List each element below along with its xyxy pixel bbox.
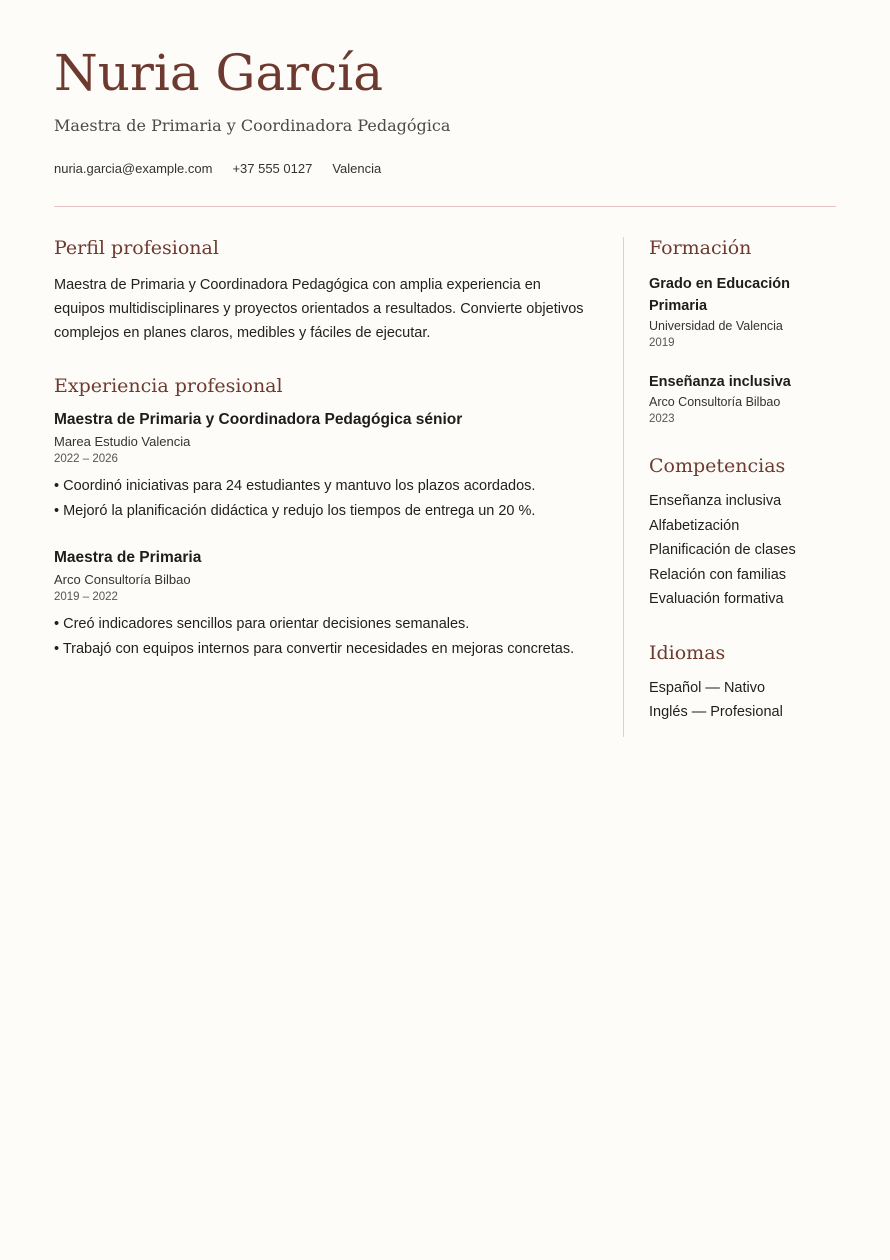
- education-year: 2023: [649, 413, 675, 425]
- job-company: Marea Estudio Valencia: [54, 434, 191, 449]
- language-item: Español — Nativo: [649, 679, 766, 696]
- skill-item: Relación con familias: [649, 566, 787, 583]
- candidate-name: Nuria García: [54, 44, 384, 102]
- job-dates: 2019 – 2022: [54, 591, 118, 603]
- contact-email[interactable]: nuria.garcia@example.com: [54, 161, 213, 176]
- languages-list: [649, 676, 849, 725]
- education-entry: [649, 371, 849, 425]
- candidate-headline: Maestra de Primaria y Coordinadora Pedagógica: [54, 116, 451, 135]
- skill-item: Evaluación formativa: [649, 591, 784, 607]
- skills-list: [649, 489, 849, 612]
- job-bullet: • Coordinó iniciativas para 24 estudiantes y mantuvo los plazos acordados.: [54, 478, 536, 494]
- job-bullets: [54, 612, 594, 661]
- job-entry: [54, 409, 594, 523]
- language-item: Inglés — Profesional: [649, 704, 783, 720]
- education-degree: Enseñanza inclusiva: [649, 374, 791, 390]
- contact-phone[interactable]: +37 555 0127: [232, 161, 313, 176]
- languages-section: [649, 642, 849, 725]
- job-dates: 2022 – 2026: [54, 453, 118, 465]
- job-title: Maestra de Primaria: [54, 549, 202, 566]
- job-bullet: • Mejoró la planificación didáctica y redujo los tiempos de entrega un 20 %.: [54, 502, 536, 519]
- job-title: Maestra de Primaria y Coordinadora Pedagógica sénior: [54, 411, 463, 428]
- education-school: Universidad de Valencia: [649, 319, 783, 333]
- profile-text: Maestra de Primaria y Coordinadora Pedagógica con amplia experiencia en equipos multidisciplinares y proyectos orientados a resultados. Convierte objetivos complejos en planes claros, medibles y fáciles de ejecutar.: [54, 277, 584, 341]
- education-title: Formación: [649, 237, 752, 259]
- contact-line: [54, 161, 381, 176]
- skills-title: Competencias: [649, 455, 786, 477]
- skill-item: Alfabetización: [649, 517, 740, 534]
- skill-item: Planificación de clases: [649, 542, 796, 558]
- job-bullet: • Trabajó con equipos internos para convertir necesidades en mejoras concretas.: [54, 640, 575, 657]
- header-divider: [54, 206, 836, 207]
- education-year: 2019: [649, 337, 675, 349]
- education-entry: [649, 273, 849, 349]
- skills-section: [649, 455, 849, 612]
- job-company: Arco Consultoría Bilbao: [54, 572, 191, 587]
- job-entry: [54, 547, 594, 661]
- job-bullets: [54, 474, 594, 523]
- education-school: Arco Consultoría Bilbao: [649, 395, 781, 409]
- skill-item: Enseñanza inclusiva: [649, 493, 782, 509]
- job-bullet: • Creó indicadores sencillos para orientar decisiones semanales.: [54, 616, 470, 632]
- sidebar-column: [623, 237, 849, 737]
- contact-city: Valencia: [332, 161, 382, 176]
- experience-title: Experiencia profesional: [54, 375, 283, 397]
- education-degree: Grado en Educación Primaria: [649, 276, 790, 314]
- main-column: [54, 237, 594, 661]
- profile-title: Perfil profesional: [54, 237, 219, 259]
- languages-title: Idiomas: [649, 641, 726, 664]
